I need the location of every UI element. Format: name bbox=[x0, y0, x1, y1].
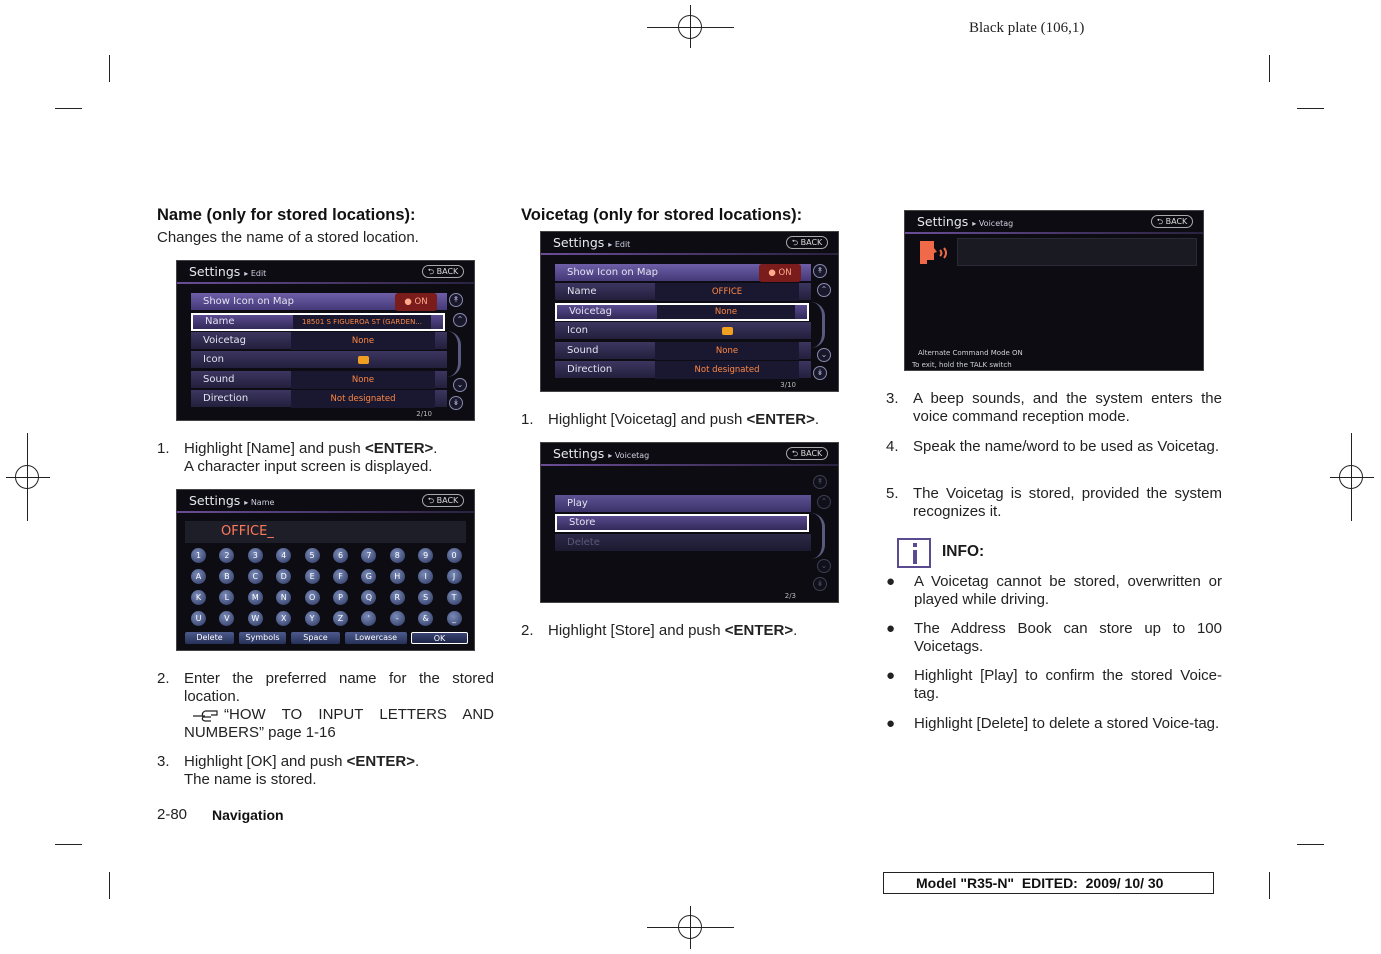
speech-bubble-icon bbox=[722, 327, 733, 335]
step-5-voicetag bbox=[886, 485, 1222, 525]
divider bbox=[177, 511, 474, 513]
screen-subtitle: ▸ Edit bbox=[244, 269, 267, 278]
delete-key[interactable]: Delete bbox=[185, 632, 234, 644]
keyboard-key[interactable]: T bbox=[447, 590, 462, 605]
back-button[interactable]: ⮌ BACK bbox=[422, 494, 464, 507]
divider bbox=[541, 253, 838, 255]
scroll-up-icon[interactable]: ⌃ bbox=[817, 283, 831, 297]
bullet-text: Highlight [Delete] to delete a stored Voice-tag. bbox=[914, 715, 1220, 732]
keyboard-key[interactable]: 5 bbox=[305, 548, 320, 563]
crop-mark bbox=[55, 844, 82, 845]
keyboard-key[interactable]: 6 bbox=[333, 548, 348, 563]
keyboard-key[interactable]: I bbox=[418, 569, 433, 584]
step-text: Highlight [Name] and push bbox=[184, 440, 365, 457]
scroll-bottom-icon[interactable]: ↡ bbox=[813, 577, 827, 591]
speech-bubble-icon bbox=[358, 356, 369, 364]
step-text: Highlight [Store] and push bbox=[548, 622, 725, 639]
keyboard-key[interactable]: L bbox=[219, 590, 234, 605]
step-number: 2. bbox=[521, 622, 534, 639]
menu-row-sound[interactable] bbox=[555, 342, 811, 360]
menu-row-value: None bbox=[291, 332, 435, 350]
step-3-name bbox=[157, 753, 494, 793]
crop-mark bbox=[55, 108, 82, 109]
section-heading-voicetag: Voicetag (only for stored locations): bbox=[521, 206, 803, 224]
menu-row-direction[interactable] bbox=[555, 361, 811, 379]
back-button[interactable]: ⮌ BACK bbox=[786, 236, 828, 249]
screen-title: Settings bbox=[189, 493, 241, 508]
menu-row-label: Voicetag bbox=[569, 306, 613, 317]
scroll-top-icon[interactable]: ↟ bbox=[813, 264, 827, 278]
crop-mark bbox=[109, 55, 110, 82]
menu-row-label: Icon bbox=[567, 325, 588, 336]
keyboard-key[interactable]: ' bbox=[361, 611, 376, 626]
screen-subtitle: ▸ Voicetag bbox=[972, 219, 1014, 228]
step-2-name bbox=[157, 670, 494, 745]
info-bullet bbox=[886, 715, 1222, 755]
voice-speaker-icon bbox=[917, 238, 953, 266]
step-text: . bbox=[814, 411, 820, 428]
keyboard-key[interactable]: U bbox=[191, 611, 206, 626]
crop-mark bbox=[1297, 844, 1324, 845]
step-4-voicetag bbox=[886, 438, 1222, 478]
divider bbox=[905, 232, 1203, 234]
keyboard-key[interactable]: 7 bbox=[361, 548, 376, 563]
keyboard-key[interactable]: F bbox=[333, 569, 348, 584]
symbols-key[interactable]: Symbols bbox=[239, 632, 286, 644]
step-text: . bbox=[793, 622, 798, 639]
screen-subtitle: ▸ Edit bbox=[608, 240, 631, 249]
menu-row-label: Direction bbox=[567, 364, 613, 375]
step-text: Highlight [Voicetag] and push bbox=[548, 411, 747, 428]
menu-row-direction[interactable] bbox=[191, 390, 447, 408]
menu-row-label: Direction bbox=[203, 393, 249, 404]
screen-title: Settings bbox=[189, 264, 241, 279]
menu-row-show-icon[interactable] bbox=[555, 264, 811, 282]
keyboard-key[interactable]: N bbox=[276, 590, 291, 605]
scroll-down-icon[interactable]: ⌄ bbox=[817, 348, 831, 362]
step-text: A character input screen is displayed. bbox=[184, 458, 433, 475]
menu-row-voicetag[interactable] bbox=[191, 332, 447, 350]
status-line-1: Alternate Command Mode ON bbox=[918, 349, 1023, 357]
keyboard-key[interactable]: 0 bbox=[447, 548, 462, 563]
status-line-2: To exit, hold the TALK switch bbox=[912, 361, 1012, 369]
space-key[interactable]: Space bbox=[291, 632, 340, 644]
step-text: The name is stored. bbox=[184, 771, 317, 788]
page-indicator: 3/10 bbox=[780, 381, 796, 389]
reference-text: “HOW TO INPUT LETTERS AND NUMBERS” page 1-16 bbox=[184, 706, 494, 741]
registration-circle bbox=[678, 915, 702, 939]
step-number: 3. bbox=[157, 753, 170, 770]
back-button[interactable]: ⮌ BACK bbox=[422, 265, 464, 278]
keyboard-key[interactable]: 2 bbox=[219, 548, 234, 563]
bullet-icon: ● bbox=[886, 715, 896, 732]
keyboard-key[interactable]: J bbox=[447, 569, 462, 584]
info-bullet bbox=[886, 667, 1222, 707]
menu-row-label: Name bbox=[567, 286, 597, 297]
keyboard-key[interactable]: G bbox=[361, 569, 376, 584]
menu-row-name[interactable] bbox=[191, 313, 445, 331]
step-text: Enter the preferred name for the stored location. bbox=[184, 670, 494, 705]
info-bullet bbox=[886, 620, 1222, 660]
screen-title: Settings bbox=[917, 214, 969, 229]
menu-row-delete[interactable]: Delete bbox=[555, 534, 811, 552]
menu-row-label: Show Icon on Map bbox=[567, 267, 658, 278]
keyboard-key[interactable]: 3 bbox=[248, 548, 263, 563]
keyboard-key[interactable]: 1 bbox=[191, 548, 206, 563]
screen-title: Settings bbox=[553, 446, 605, 461]
keyboard-key[interactable]: & bbox=[418, 611, 433, 626]
enter-key-label: <ENTER> bbox=[724, 622, 794, 639]
step-number: 5. bbox=[886, 485, 899, 502]
scrollbar[interactable] bbox=[811, 302, 825, 348]
menu-row-label: Sound bbox=[567, 345, 599, 356]
registration-circle bbox=[15, 465, 39, 489]
keyboard-key[interactable]: Q bbox=[361, 590, 376, 605]
menu-row-value: None bbox=[657, 305, 795, 319]
menu-row-voicetag[interactable] bbox=[555, 303, 809, 321]
name-input[interactable]: OFFICE_ bbox=[185, 521, 466, 543]
page-indicator: 2/3 bbox=[784, 592, 796, 600]
model-edit-box: Model "R35-N" EDITED: 2009/ 10/ 30 bbox=[883, 872, 1214, 894]
menu-row-value: OFFICE bbox=[655, 283, 799, 301]
screen-voicetag-record bbox=[904, 210, 1204, 371]
back-button[interactable]: ⮌ BACK bbox=[786, 447, 828, 460]
screen-edit-voicetag bbox=[540, 231, 839, 392]
section-heading-name: Name (only for stored locations): bbox=[157, 206, 416, 224]
step-1-name bbox=[157, 440, 494, 480]
menu-row-label: Sound bbox=[203, 374, 235, 385]
scroll-top-icon[interactable]: ↟ bbox=[813, 475, 827, 489]
screen-subtitle: ▸ Voicetag bbox=[608, 451, 650, 460]
keyboard-key[interactable]: R bbox=[390, 590, 405, 605]
back-button[interactable]: ⮌ BACK bbox=[1151, 215, 1193, 228]
menu-row-value: Not designated bbox=[655, 361, 799, 379]
crop-mark bbox=[109, 872, 110, 899]
page-number: 2-80 bbox=[157, 806, 188, 823]
divider bbox=[177, 282, 474, 284]
keyboard-key[interactable]: S bbox=[418, 590, 433, 605]
menu-row-label: Icon bbox=[203, 354, 224, 365]
divider bbox=[541, 464, 838, 466]
scroll-up-icon[interactable]: ⌃ bbox=[453, 313, 467, 327]
step-text: Speak the name/word to be used as Voicetag. bbox=[913, 438, 1220, 455]
menu-row-label: Name bbox=[205, 316, 235, 327]
keyboard-key[interactable]: - bbox=[390, 611, 405, 626]
step-number: 4. bbox=[886, 438, 899, 455]
keyboard-key[interactable]: E bbox=[305, 569, 320, 584]
menu-row-value: ● ON bbox=[395, 293, 437, 311]
bullet-text: The Address Book can store up to 100 Voicetags. bbox=[914, 620, 1222, 655]
menu-row-value: 18501 S FIGUEROA ST (GARDEN... bbox=[293, 315, 431, 329]
enter-key-label: <ENTER> bbox=[364, 440, 434, 457]
menu-row-label: Show Icon on Map bbox=[203, 296, 294, 307]
keyboard-key[interactable]: V bbox=[219, 611, 234, 626]
step-number: 1. bbox=[521, 411, 534, 428]
menu-row-name[interactable] bbox=[555, 283, 811, 301]
info-bullet bbox=[886, 573, 1222, 613]
crop-mark bbox=[1269, 55, 1270, 82]
crop-mark bbox=[1269, 872, 1270, 899]
screen-name-keyboard bbox=[176, 489, 475, 651]
step-number: 1. bbox=[157, 440, 170, 457]
menu-row-sound[interactable] bbox=[191, 371, 447, 389]
screen-subtitle: ▸ Name bbox=[244, 498, 275, 507]
step-text: A beep sounds, and the system enters the voice command reception mode. bbox=[913, 390, 1222, 425]
keyboard-key[interactable]: O bbox=[305, 590, 320, 605]
scrollbar[interactable] bbox=[811, 513, 825, 559]
keyboard-key[interactable]: K bbox=[191, 590, 206, 605]
keyboard-key[interactable]: 8 bbox=[390, 548, 405, 563]
menu-row-value bbox=[655, 322, 799, 340]
menu-row-show-icon[interactable] bbox=[191, 293, 447, 311]
bullet-icon: ● bbox=[886, 573, 896, 590]
step-text: . bbox=[414, 753, 420, 770]
scroll-down-icon[interactable]: ⌄ bbox=[817, 559, 831, 573]
keyboard-key[interactable]: X bbox=[276, 611, 291, 626]
keyboard-key[interactable]: B bbox=[219, 569, 234, 584]
bullet-text: Highlight [Play] to confirm the stored Voice-tag. bbox=[914, 667, 1222, 702]
keyboard-key[interactable]: D bbox=[276, 569, 291, 584]
menu-row-play[interactable]: Play bbox=[555, 495, 811, 513]
voicetag-text-box bbox=[957, 238, 1197, 266]
menu-row-value bbox=[291, 351, 435, 369]
menu-row-value: None bbox=[655, 342, 799, 360]
crop-mark bbox=[1297, 108, 1324, 109]
info-label: INFO: bbox=[942, 543, 985, 560]
screen-title: Settings bbox=[553, 235, 605, 250]
keyboard-key[interactable]: H bbox=[390, 569, 405, 584]
lowercase-key[interactable]: Lowercase bbox=[345, 632, 407, 644]
screen-edit-name bbox=[176, 260, 475, 421]
keyboard-key[interactable]: A bbox=[191, 569, 206, 584]
step-text: The Voicetag is stored, provided the system recognizes it. bbox=[913, 485, 1222, 520]
step-2-voicetag bbox=[521, 622, 851, 642]
menu-row-store[interactable]: Store bbox=[555, 514, 809, 532]
registration-circle bbox=[678, 15, 702, 39]
keyboard-key[interactable]: 9 bbox=[418, 548, 433, 563]
keyboard-key[interactable]: 4 bbox=[276, 548, 291, 563]
keyboard-key[interactable]: P bbox=[333, 590, 348, 605]
menu-row-value: ● ON bbox=[759, 264, 801, 282]
plate-label: Black plate (106,1) bbox=[969, 20, 1085, 36]
info-icon bbox=[897, 538, 931, 568]
step-text: . bbox=[433, 440, 438, 457]
enter-key-label: <ENTER> bbox=[746, 411, 815, 428]
scrollbar[interactable] bbox=[447, 331, 461, 377]
scroll-top-icon[interactable]: ↟ bbox=[449, 293, 463, 307]
section-name: Navigation bbox=[212, 807, 284, 823]
section-intro: Changes the name of a stored location. bbox=[157, 229, 419, 246]
keyboard-key[interactable]: M bbox=[248, 590, 263, 605]
step-number: 2. bbox=[157, 670, 170, 687]
screen-voicetag-menu bbox=[540, 442, 839, 603]
scroll-up-icon[interactable]: ⌃ bbox=[817, 495, 831, 509]
menu-row-icon[interactable] bbox=[191, 351, 447, 369]
bullet-text: A Voicetag cannot be stored, overwritten or played while driving. bbox=[914, 573, 1222, 608]
step-number: 3. bbox=[886, 390, 899, 407]
page-indicator: 2/10 bbox=[416, 410, 432, 418]
keyboard-key[interactable]: C bbox=[248, 569, 263, 584]
step-1-voicetag bbox=[521, 411, 851, 431]
keyboard-key[interactable]: _ bbox=[447, 611, 462, 626]
step-text: Highlight [OK] and push bbox=[184, 753, 347, 770]
bullet-icon: ● bbox=[886, 667, 896, 684]
scroll-bottom-icon[interactable]: ↡ bbox=[813, 366, 827, 380]
registration-circle bbox=[1339, 465, 1363, 489]
scroll-bottom-icon[interactable]: ↡ bbox=[449, 396, 463, 410]
keyboard-key[interactable]: W bbox=[248, 611, 263, 626]
keyboard-key[interactable]: Z bbox=[333, 611, 348, 626]
menu-row-label: Voicetag bbox=[203, 335, 247, 346]
enter-key-label: <ENTER> bbox=[346, 753, 415, 770]
menu-row-value: Not designated bbox=[291, 390, 435, 408]
menu-row-icon[interactable] bbox=[555, 322, 811, 340]
ok-key[interactable]: OK bbox=[411, 632, 468, 644]
step-3-voicetag bbox=[886, 390, 1222, 430]
keyboard-key[interactable]: Y bbox=[305, 611, 320, 626]
scroll-down-icon[interactable]: ⌄ bbox=[453, 378, 467, 392]
menu-row-value: None bbox=[291, 371, 435, 389]
bullet-icon: ● bbox=[886, 620, 896, 637]
